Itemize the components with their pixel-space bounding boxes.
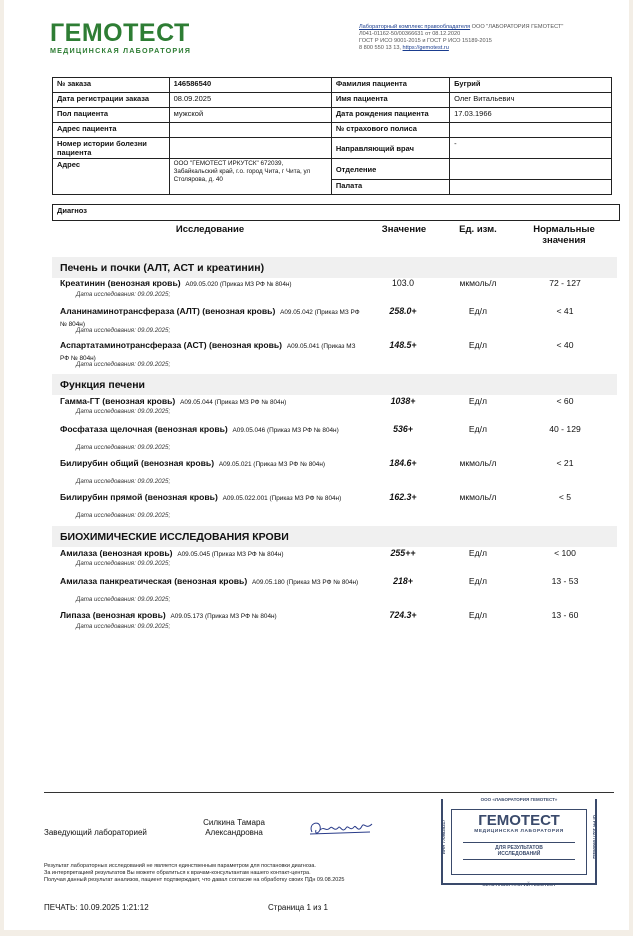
head-of-lab-label: Заведующий лабораторией (44, 828, 147, 837)
stamp-sub-text: МЕДИЦИНСКАЯ ЛАБОРАТОРИЯ (474, 829, 564, 834)
doctor-value: - (450, 138, 612, 159)
stamp-ogrn-text: ОГРН 1027709006442 (592, 814, 597, 859)
birth-label: Дата рождения пациента (331, 108, 449, 123)
stamp-results-line2: ИССЛЕДОВАНИЙ (497, 851, 541, 857)
test-norm: < 5 (558, 492, 572, 502)
logo-main-text: ГЕМОТЕСТ (50, 19, 190, 47)
sex-label: Пол пациента (53, 108, 170, 123)
test-value: 162.3+ (389, 492, 417, 502)
test-value: 218+ (393, 576, 413, 586)
surname-label: Фамилия пациента (331, 78, 449, 93)
test-name: Билирубин прямой (венозная кровь) A09.05.022.001 (Приказ МЗ РФ № 804н) (60, 492, 342, 502)
website-link[interactable]: https://gemotest.ru (402, 45, 449, 51)
test-name: Амилаза панкреатическая (венозная кровь) A09.05.180 (Приказ МЗ РФ № 804н) (60, 576, 359, 586)
col-study: Исследование (175, 224, 245, 235)
test-name: Билирубин общий (венозная кровь) A09.05.021 (Приказ МЗ РФ № 804н) (60, 458, 326, 468)
stamp-results-line1: ДЛЯ РЕЗУЛЬТАТОВ (495, 845, 543, 851)
section-title: БИОХИМИЧЕСКИЕ ИССЛЕДОВАНИЯ КРОВИ (52, 526, 617, 547)
license-phone: 8 800 550 13 13, (359, 45, 403, 51)
col-norm-line1: Нормальные (533, 224, 595, 235)
col-norm-line2: значения (542, 235, 586, 246)
diagnosis-label: Диагноз (52, 204, 620, 221)
test-name: Амилаза (венозная кровь) A09.05.045 (Приказ МЗ РФ № 804н) (60, 548, 284, 558)
ward-label: Палата (331, 180, 449, 195)
test-norm: 72 - 127 (549, 278, 581, 288)
logo-sub-text: МЕДИЦИНСКАЯ ЛАБОРАТОРИЯ (50, 46, 192, 55)
test-name: Аспартатаминотрансфераза (АСТ) (венозная кровь) A09.05.041 (Приказ МЗ РФ № 804н) (60, 340, 356, 362)
stamp-inn-text: ИНН 7709835317 (441, 819, 446, 855)
print-timestamp: ПЕЧАТЬ: 10.09.2025 1:21:12 (44, 903, 149, 912)
test-date: Дата исследования: 09.09.2025; (76, 361, 171, 368)
test-date: Дата исследования: 09.09.2025; (76, 623, 171, 630)
test-value: 184.6+ (389, 458, 417, 468)
lab-stamp (441, 799, 597, 885)
test-name: Креатинин (венозная кровь) A09.05.020 (Приказ МЗ РФ № 804н) (60, 278, 292, 288)
dept-label: Отделение (331, 159, 449, 180)
disclaimer-line: За интерпретацией результатов Вы можете обратиться к врачам-консультантам нашего контакт-центра. (44, 870, 311, 876)
test-value: 255++ (390, 548, 416, 558)
disclaimer-line: Получая данный результат анализов, пациент подтверждает, что давал согласие на обработку своих ПДн 09.08.2025 (44, 877, 345, 883)
col-norm (528, 224, 600, 246)
order-label: № заказа (53, 78, 170, 93)
page-number: Страница 1 из 1 (268, 903, 328, 912)
test-unit: Ед/л (468, 396, 488, 406)
test-value: 1038+ (390, 396, 416, 406)
test-norm: < 40 (556, 340, 574, 350)
license-owner: ООО "ЛАБОРАТОРИЯ ГЕМОТЕСТ" (470, 24, 564, 30)
test-unit: Ед/л (468, 340, 488, 350)
test-date: Дата исследования: 09.09.2025; (76, 444, 171, 451)
test-name: Фосфатаза щелочная (венозная кровь) A09.05.046 (Приказ МЗ РФ № 804н) (60, 424, 339, 434)
test-value: 536+ (393, 424, 413, 434)
name-label: Имя пациента (331, 93, 449, 108)
test-norm: < 100 (554, 548, 576, 558)
patient-info-table (52, 77, 612, 195)
test-name: Аланинаминотрансфераза (АЛТ) (венозная кровь) A09.05.042 (Приказ МЗ РФ № 804н) (60, 306, 360, 328)
col-unit: Ед. изм. (459, 224, 497, 235)
license-gost: ГОСТ Р ИСО 9001-2015 и ГОСТ Р ИСО 15189-2015 (359, 38, 492, 44)
sex-value: мужской (169, 108, 331, 123)
patient-address-label: Адрес пациента (53, 123, 170, 138)
col-value: Значение (381, 224, 427, 235)
stamp-results-text (463, 842, 575, 860)
head-of-lab-name: Силкина Тамара Александровна (203, 818, 265, 837)
test-date: Дата исследования: 09.09.2025; (76, 512, 171, 519)
birth-value: 17.03.1966 (450, 108, 612, 123)
test-date: Дата исследования: 09.09.2025; (76, 408, 171, 415)
patient-address-value (169, 123, 331, 138)
test-norm: 40 - 129 (549, 424, 581, 434)
disclaimer-line: Результат лабораторных исследований не является единственным параметром для постановки диагноза. (44, 863, 316, 869)
section-title: Функция печени (52, 374, 617, 395)
name-value: Олег Витальевич (450, 93, 612, 108)
history-value (169, 138, 331, 159)
disclaimer (44, 863, 424, 884)
stamp-top-text: ООО «ЛАБОРАТОРИЯ ГЕМОТЕСТ» (443, 797, 595, 802)
license-number: Л041-01162-50/00366631 от 08.12.2020 (359, 31, 461, 37)
policy-label: № страхового полиса (331, 123, 449, 138)
stamp-logo-text: ГЕМОТЕСТ (478, 812, 560, 829)
test-value: 724.3+ (389, 610, 417, 620)
lab-address-label: Адрес (53, 159, 170, 195)
test-name: Липаза (венозная кровь) A09.05.173 (Приказ МЗ РФ № 804н) (60, 610, 277, 620)
footer-divider (44, 792, 614, 793)
history-label: Номер истории болезни пациента (53, 138, 170, 159)
test-date: Дата исследования: 09.09.2025; (76, 478, 171, 485)
doctor-label: Направляющий врач (331, 138, 449, 159)
test-norm: 13 - 60 (551, 610, 579, 620)
dept-value (450, 159, 612, 180)
policy-value (450, 123, 612, 138)
test-norm: < 41 (556, 306, 574, 316)
test-value: 258.0+ (389, 306, 417, 316)
test-value: 103.0 (391, 278, 414, 288)
test-unit: Ед/л (468, 424, 488, 434)
test-unit: мкмоль/л (459, 278, 497, 288)
test-unit: Ед/л (468, 548, 488, 558)
test-date: Дата исследования: 09.09.2025; (76, 327, 171, 334)
surname-value: Бугрий (450, 78, 612, 93)
signature-image (306, 812, 376, 842)
lab-address-value: ООО "ГЕМОТЕСТ ИРКУТСК" 672039, Забайкальский край, г.о. город Чита, г Чита, ул Столярова, д. 40 (169, 159, 331, 195)
test-date: Дата исследования: 09.09.2025; (76, 596, 171, 603)
test-norm: < 21 (556, 458, 574, 468)
test-norm: < 60 (556, 396, 574, 406)
regdate-value: 08.09.2025 (169, 93, 331, 108)
test-name: Гамма-ГТ (венозная кровь) A09.05.044 (Приказ МЗ РФ № 804н) (60, 396, 287, 406)
gemotest-logo (50, 19, 225, 55)
ward-value (450, 180, 612, 195)
regdate-label: Дата регистрации заказа (53, 93, 170, 108)
test-norm: 13 - 53 (551, 576, 579, 586)
test-unit: Ед/л (468, 576, 488, 586)
stamp-bottom-text: СЕТЬ ЛАБОРАТОРИЙ ГЕМОТЕСТ (482, 882, 556, 887)
test-unit: мкмоль/л (459, 458, 497, 468)
test-unit: мкмоль/л (459, 492, 497, 502)
test-unit: Ед/л (468, 306, 488, 316)
test-date: Дата исследования: 09.09.2025; (76, 560, 171, 567)
test-unit: Ед/л (468, 610, 488, 620)
test-date: Дата исследования: 09.09.2025; (76, 291, 171, 298)
order-number: 146586540 (169, 78, 331, 93)
license-info (359, 24, 609, 52)
section-title: Печень и почки (АЛТ, АСТ и креатинин) (52, 257, 617, 278)
license-link[interactable]: Лабораторный комплекс правообладателя (359, 24, 471, 30)
test-value: 148.5+ (389, 340, 417, 350)
